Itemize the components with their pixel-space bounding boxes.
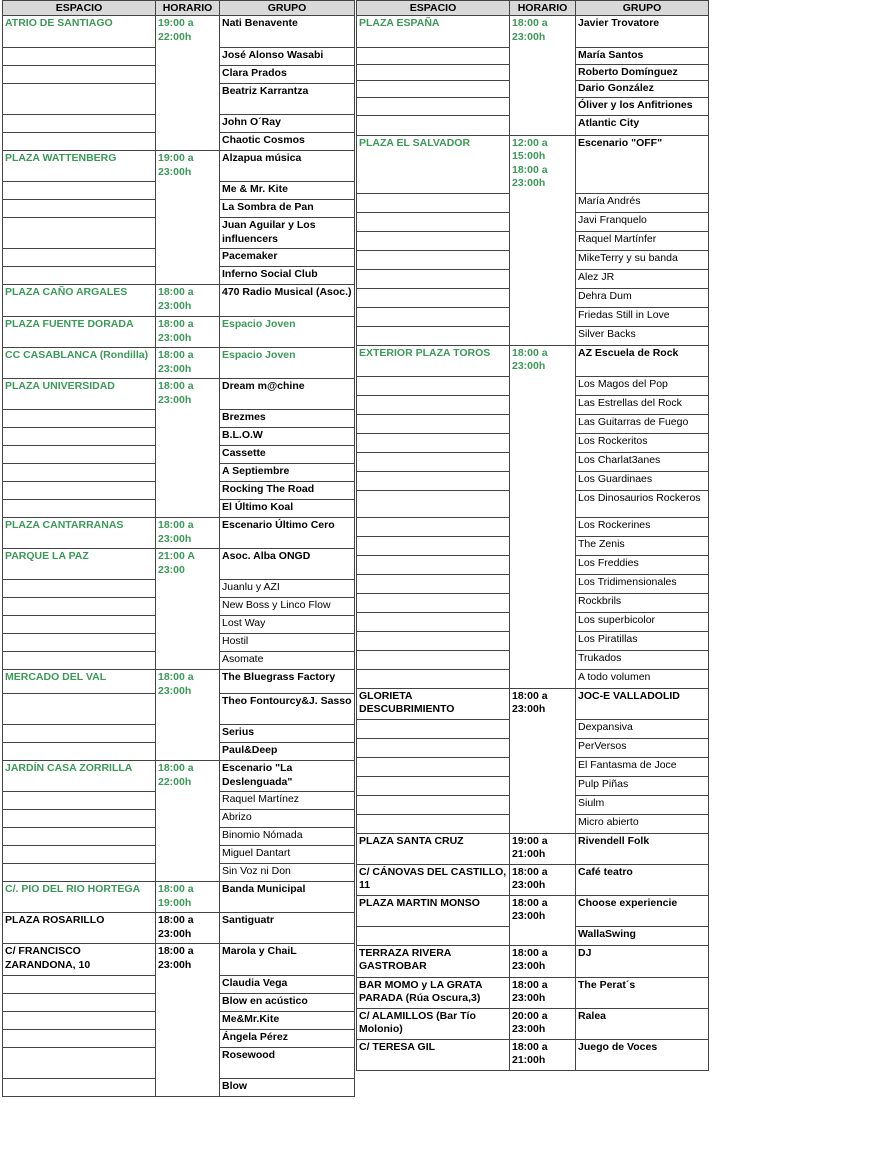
- group-name: PerVersos: [576, 738, 709, 757]
- group-name: Binomio Nómada: [220, 828, 355, 846]
- group-name: Pulp Piñas: [576, 776, 709, 795]
- group-name: Nati Benavente: [220, 16, 355, 48]
- venue-empty-cell: [3, 500, 156, 518]
- group-name: El Último Koal: [220, 500, 355, 518]
- table-row: [357, 688, 709, 719]
- venue-empty-cell: [357, 650, 510, 669]
- venue-empty-cell: [357, 48, 510, 65]
- group-name: Los Rockeritos: [576, 433, 709, 452]
- venue-empty-cell: [357, 433, 510, 452]
- header-horario: HORARIO: [510, 1, 576, 16]
- venue-empty-cell: [357, 64, 510, 81]
- group-name: AZ Escuela de Rock: [576, 345, 709, 376]
- venue-schedule: 21:00 A 23:00: [156, 549, 220, 670]
- group-name: Me & Mr. Kite: [220, 182, 355, 200]
- group-name: Sin Voz ni Don: [220, 864, 355, 882]
- group-name: Escenario Último Cero: [220, 518, 355, 549]
- group-name: Dehra Dum: [576, 288, 709, 307]
- group-name: José Alonso Wasabi: [220, 48, 355, 66]
- venue-name: PLAZA ROSARILLO: [3, 913, 156, 944]
- venue-empty-cell: [357, 115, 510, 135]
- group-name: Juan Aguilar y Los influencers: [220, 218, 355, 249]
- table-row: [357, 945, 709, 977]
- venue-empty-cell: [357, 414, 510, 433]
- venue-schedule: 19:00 a 23:00h: [156, 151, 220, 285]
- venue-empty-cell: [357, 926, 510, 945]
- venue-empty-cell: [3, 652, 156, 670]
- group-name: Los Dinosaurios Rockeros: [576, 490, 709, 517]
- venue-schedule: 18:00 a 23:00h: [156, 348, 220, 379]
- group-name: Juego de Voces: [576, 1039, 709, 1070]
- group-name: Los Piratillas: [576, 631, 709, 650]
- group-name: Javi Franquelo: [576, 212, 709, 231]
- group-name: Café teatro: [576, 864, 709, 895]
- venue-empty-cell: [3, 580, 156, 598]
- group-name: Javier Trovatore: [576, 16, 709, 48]
- group-name: A todo volumen: [576, 669, 709, 688]
- group-name: WallaSwing: [576, 926, 709, 945]
- venue-name: C/ TERESA GIL: [357, 1039, 510, 1070]
- venue-empty-cell: [3, 616, 156, 634]
- group-name: Las Estrellas del Rock: [576, 395, 709, 414]
- group-name: Rockbrils: [576, 593, 709, 612]
- venue-empty-cell: [3, 694, 156, 725]
- venue-empty-cell: [357, 631, 510, 650]
- group-name: Banda Municipal: [220, 882, 355, 913]
- group-name: Rosewood: [220, 1048, 355, 1079]
- group-name: 470 Radio Musical (Asoc.): [220, 285, 355, 317]
- venue-empty-cell: [3, 482, 156, 500]
- group-name: Ángela Pérez: [220, 1030, 355, 1048]
- group-name: Alzapua música: [220, 151, 355, 182]
- venue-empty-cell: [3, 1079, 156, 1097]
- group-name: Lost Way: [220, 616, 355, 634]
- venue-empty-cell: [3, 792, 156, 810]
- group-name: Brezmes: [220, 410, 355, 428]
- venue-empty-cell: [357, 719, 510, 738]
- venue-schedule: 18:00 a 23:00h: [510, 977, 576, 1008]
- table-row: [3, 518, 355, 549]
- venue-empty-cell: [3, 200, 156, 218]
- venue-name: PLAZA SANTA CRUZ: [357, 833, 510, 864]
- table-row: [3, 913, 355, 944]
- group-name: B.L.O.W: [220, 428, 355, 446]
- venue-empty-cell: [3, 115, 156, 133]
- group-name: Dario González: [576, 81, 709, 98]
- venue-name: MERCADO DEL VAL: [3, 670, 156, 694]
- group-name: MikeTerry y su banda: [576, 250, 709, 269]
- group-name: John O´Ray: [220, 115, 355, 133]
- table-row: [357, 833, 709, 864]
- venue-schedule: 19:00 a 21:00h: [510, 833, 576, 864]
- group-name: Claudia Vega: [220, 976, 355, 994]
- venue-empty-cell: [3, 725, 156, 743]
- group-name: Paul&Deep: [220, 743, 355, 761]
- venue-empty-cell: [3, 598, 156, 616]
- table-row: [3, 944, 355, 976]
- venue-schedule: 18:00 a 23:00h: [156, 379, 220, 518]
- venue-schedule: 12:00 a 15:00h 18:00 a 23:00h: [510, 135, 576, 345]
- venue-empty-cell: [3, 84, 156, 115]
- venue-empty-cell: [357, 555, 510, 574]
- venue-name: EXTERIOR PLAZA TOROS: [357, 345, 510, 376]
- header-grupo: GRUPO: [576, 1, 709, 16]
- table-row: [3, 882, 355, 913]
- venue-schedule: 18:00 a 23:00h: [156, 285, 220, 317]
- group-name: Asomate: [220, 652, 355, 670]
- group-name: Silver Backs: [576, 326, 709, 345]
- venue-schedule: 18:00 a 23:00h: [156, 670, 220, 761]
- venue-name: TERRAZA RIVERA GASTROBAR: [357, 945, 510, 977]
- group-name: Escenario "OFF": [576, 135, 709, 193]
- venue-empty-cell: [3, 446, 156, 464]
- venue-empty-cell: [3, 464, 156, 482]
- venue-schedule: 20:00 a 23:00h: [510, 1008, 576, 1039]
- group-name: Espacio Joven: [220, 348, 355, 379]
- venue-empty-cell: [357, 757, 510, 776]
- venue-schedule: 18:00 a 23:00h: [510, 864, 576, 895]
- venue-empty-cell: [357, 395, 510, 414]
- table-row: [3, 348, 355, 379]
- group-name: New Boss y Linco Flow: [220, 598, 355, 616]
- venue-name: PARQUE LA PAZ: [3, 549, 156, 580]
- venue-empty-cell: [3, 743, 156, 761]
- venue-schedule: 18:00 a 19:00h: [156, 882, 220, 913]
- group-name: The Bluegrass Factory: [220, 670, 355, 694]
- group-name: Ralea: [576, 1008, 709, 1039]
- venue-empty-cell: [3, 1012, 156, 1030]
- group-name: A Septiembre: [220, 464, 355, 482]
- venue-schedule: 18:00 a 23:00h: [510, 345, 576, 688]
- venue-empty-cell: [357, 81, 510, 98]
- group-name: Micro abierto: [576, 814, 709, 833]
- venue-empty-cell: [357, 288, 510, 307]
- venue-name: C/. PIO DEL RIO HORTEGA: [3, 882, 156, 913]
- group-name: Espacio Joven: [220, 317, 355, 348]
- group-name: Cassette: [220, 446, 355, 464]
- venue-name: C/ ALAMILLOS (Bar Tío Molonio): [357, 1008, 510, 1039]
- venue-empty-cell: [357, 307, 510, 326]
- venue-empty-cell: [3, 48, 156, 66]
- venue-empty-cell: [3, 410, 156, 428]
- group-name: Los Guardinaes: [576, 471, 709, 490]
- group-name: Santiguatr: [220, 913, 355, 944]
- venue-schedule: 18:00 a 21:00h: [510, 1039, 576, 1070]
- group-name: Marola y ChaiL: [220, 944, 355, 976]
- venue-name: PLAZA CAÑO ARGALES: [3, 285, 156, 317]
- group-name: Chaotic Cosmos: [220, 133, 355, 151]
- venue-empty-cell: [3, 634, 156, 652]
- venue-empty-cell: [3, 846, 156, 864]
- group-name: Alez JR: [576, 269, 709, 288]
- venue-empty-cell: [357, 574, 510, 593]
- table-row: [357, 16, 709, 48]
- venue-name: PLAZA MARTIN MONSO: [357, 895, 510, 926]
- group-name: Theo Fontourcy&J. Sasso: [220, 694, 355, 725]
- venue-schedule: 18:00 a 23:00h: [156, 518, 220, 549]
- schedule-table-left: [2, 0, 355, 1097]
- venue-schedule: 18:00 a 23:00h: [510, 688, 576, 833]
- venue-name: PLAZA ESPAÑA: [357, 16, 510, 48]
- group-name: Serius: [220, 725, 355, 743]
- group-name: JOC-E VALLADOLID: [576, 688, 709, 719]
- table-row: [357, 895, 709, 926]
- group-name: Choose experiencie: [576, 895, 709, 926]
- venue-name: PLAZA FUENTE DORADA: [3, 317, 156, 348]
- table-row: [3, 16, 355, 48]
- group-name: Rocking The Road: [220, 482, 355, 500]
- group-name: Raquel Martínez: [220, 792, 355, 810]
- venue-empty-cell: [3, 976, 156, 994]
- table-row: [357, 864, 709, 895]
- venue-schedule: 18:00 a 23:00h: [156, 913, 220, 944]
- header-espacio: ESPACIO: [3, 1, 156, 16]
- group-name: Juanlu y AZI: [220, 580, 355, 598]
- venue-empty-cell: [357, 471, 510, 490]
- venue-empty-cell: [3, 1030, 156, 1048]
- group-name: Dexpansiva: [576, 719, 709, 738]
- table-row: [3, 670, 355, 694]
- group-name: DJ: [576, 945, 709, 977]
- group-name: Roberto Domínguez: [576, 64, 709, 81]
- venue-empty-cell: [3, 249, 156, 267]
- table-row: [3, 761, 355, 792]
- group-name: Blow en acústico: [220, 994, 355, 1012]
- venue-name: BAR MOMO y LA GRATA PARADA (Rúa Oscura,3): [357, 977, 510, 1008]
- venue-name: CC CASABLANCA (Rondilla): [3, 348, 156, 379]
- venue-empty-cell: [357, 376, 510, 395]
- venue-empty-cell: [357, 250, 510, 269]
- venue-name: C/ CÁNOVAS DEL CASTILLO, 11: [357, 864, 510, 895]
- venue-empty-cell: [357, 669, 510, 688]
- venue-empty-cell: [357, 97, 510, 115]
- venue-empty-cell: [3, 810, 156, 828]
- table-row: [3, 151, 355, 182]
- venue-empty-cell: [3, 994, 156, 1012]
- group-name: Me&Mr.Kite: [220, 1012, 355, 1030]
- table-row: [3, 549, 355, 580]
- venue-schedule: 18:00 a 23:00h: [510, 895, 576, 945]
- venue-empty-cell: [357, 776, 510, 795]
- group-name: Clara Prados: [220, 66, 355, 84]
- group-name: Los Tridimensionales: [576, 574, 709, 593]
- group-name: Rivendell Folk: [576, 833, 709, 864]
- group-name: Asoc. Alba ONGD: [220, 549, 355, 580]
- venue-name: C/ FRANCISCO ZARANDONA, 10: [3, 944, 156, 976]
- venue-schedule: 18:00 a 23:00h: [156, 944, 220, 1097]
- group-name: Raquel Martínfer: [576, 231, 709, 250]
- venue-empty-cell: [357, 212, 510, 231]
- venue-empty-cell: [3, 428, 156, 446]
- group-name: Inferno Social Club: [220, 267, 355, 285]
- venue-empty-cell: [357, 193, 510, 212]
- table-row: [357, 977, 709, 1008]
- group-name: Óliver y los Anfitriones: [576, 97, 709, 115]
- venue-empty-cell: [357, 795, 510, 814]
- group-name: Atlantic City: [576, 115, 709, 135]
- venue-empty-cell: [3, 1048, 156, 1079]
- table-row: [357, 135, 709, 193]
- venue-schedule: 18:00 a 23:00h: [510, 945, 576, 977]
- group-name: Dream m@chine: [220, 379, 355, 410]
- venue-empty-cell: [357, 517, 510, 536]
- venue-empty-cell: [357, 231, 510, 250]
- group-name: Escenario "La Deslenguada": [220, 761, 355, 792]
- venue-name: PLAZA UNIVERSIDAD: [3, 379, 156, 410]
- venue-name: ATRIO DE SANTIAGO: [3, 16, 156, 48]
- venue-empty-cell: [3, 864, 156, 882]
- group-name: The Zenis: [576, 536, 709, 555]
- venue-empty-cell: [357, 326, 510, 345]
- venue-name: JARDÍN CASA ZORRILLA: [3, 761, 156, 792]
- group-name: Pacemaker: [220, 249, 355, 267]
- table-row: [357, 1008, 709, 1039]
- group-name: Los superbicolor: [576, 612, 709, 631]
- venue-empty-cell: [357, 452, 510, 471]
- table-row: [357, 1039, 709, 1070]
- venue-empty-cell: [357, 814, 510, 833]
- group-name: Blow: [220, 1079, 355, 1097]
- venue-empty-cell: [357, 612, 510, 631]
- venue-name: PLAZA CANTARRANAS: [3, 518, 156, 549]
- group-name: Hostil: [220, 634, 355, 652]
- header-grupo: GRUPO: [220, 1, 355, 16]
- venue-name: PLAZA EL SALVADOR: [357, 135, 510, 193]
- venue-empty-cell: [357, 536, 510, 555]
- venue-name: PLAZA WATTENBERG: [3, 151, 156, 182]
- group-name: Los Charlat3anes: [576, 452, 709, 471]
- venue-empty-cell: [3, 133, 156, 151]
- group-name: Los Freddies: [576, 555, 709, 574]
- group-name: Los Magos del Pop: [576, 376, 709, 395]
- group-name: Friedas Still in Love: [576, 307, 709, 326]
- venue-schedule: 18:00 a 23:00h: [156, 317, 220, 348]
- table-row: [3, 317, 355, 348]
- venue-empty-cell: [357, 738, 510, 757]
- group-name: Trukados: [576, 650, 709, 669]
- group-name: La Sombra de Pan: [220, 200, 355, 218]
- venue-schedule: 18:00 a 22:00h: [156, 761, 220, 882]
- group-name: María Santos: [576, 48, 709, 65]
- venue-name: GLORIETA DESCUBRIMIENTO: [357, 688, 510, 719]
- venue-empty-cell: [3, 218, 156, 249]
- venue-empty-cell: [3, 828, 156, 846]
- table-row: [357, 345, 709, 376]
- table-row: [3, 285, 355, 317]
- group-name: Miguel Dantart: [220, 846, 355, 864]
- table-row: [3, 379, 355, 410]
- header-espacio: ESPACIO: [357, 1, 510, 16]
- venue-empty-cell: [3, 182, 156, 200]
- venue-schedule: 19:00 a 22:00h: [156, 16, 220, 151]
- venue-empty-cell: [357, 490, 510, 517]
- group-name: El Fantasma de Joce: [576, 757, 709, 776]
- schedule-table-right: [356, 0, 709, 1071]
- venue-schedule: 18:00 a 23:00h: [510, 16, 576, 136]
- group-name: Beatriz Karrantza: [220, 84, 355, 115]
- header-horario: HORARIO: [156, 1, 220, 16]
- venue-empty-cell: [357, 269, 510, 288]
- group-name: María Andrés: [576, 193, 709, 212]
- venue-empty-cell: [357, 593, 510, 612]
- group-name: Las Guitarras de Fuego: [576, 414, 709, 433]
- venue-empty-cell: [3, 267, 156, 285]
- group-name: Los Rockerines: [576, 517, 709, 536]
- venue-empty-cell: [3, 66, 156, 84]
- group-name: Siulm: [576, 795, 709, 814]
- group-name: Abrizo: [220, 810, 355, 828]
- group-name: The Perat´s: [576, 977, 709, 1008]
